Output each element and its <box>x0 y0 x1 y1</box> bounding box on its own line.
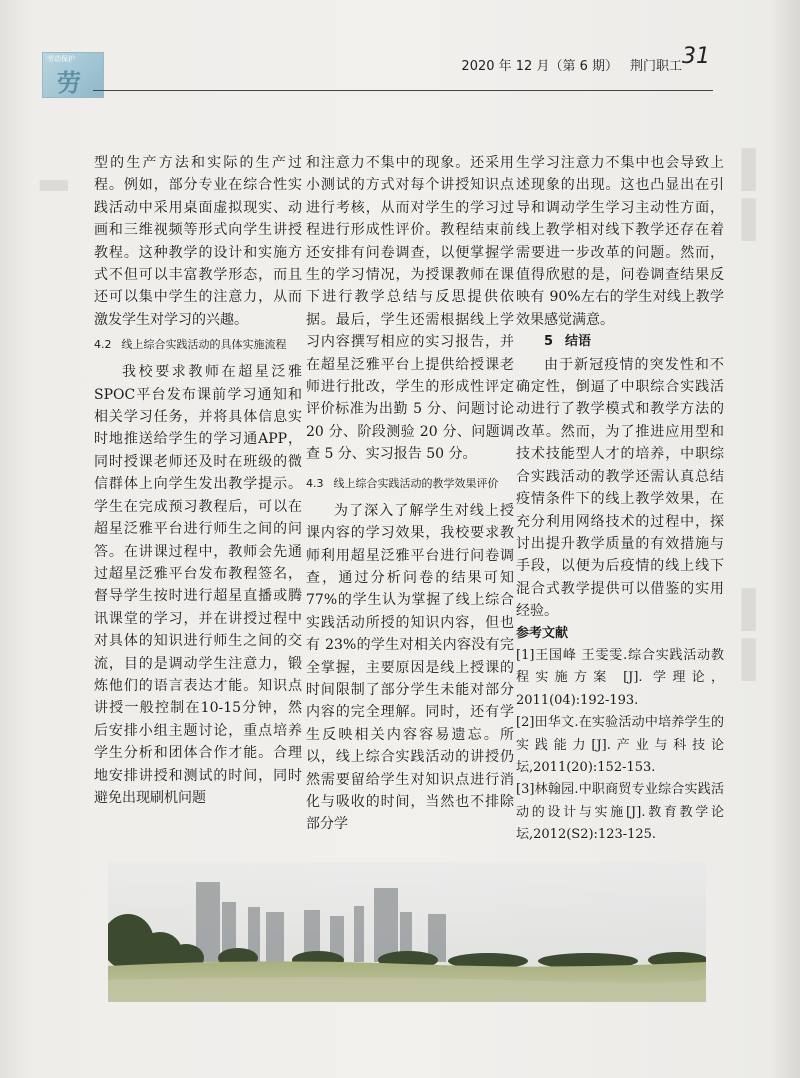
show-through-glyph: ▌ <box>742 640 770 681</box>
paragraph: 和注意力不集中的现象。还采用小测试的方式对每个讲授知识点进行考核，从而对学生的学习过程进行形成性评价。教程结束前还安排有问卷调查，以便掌握学生的学习情况，为授课教师在课下进行教学总结与反思提供依据。最后，学生还需根据线上学习内容撰写相应的实习报告，并在超星泛雅平台上提供给授课老师进行批改，学生的形成性评定评价标准为出勤 5 分、问题讨论 20 分、阶段测验 20 分、问题调查 5 分、实习报告 50 分。 <box>306 155 514 463</box>
text-column-3 <box>516 152 724 847</box>
issue-date: 2020 年 12 月（第 6 期） <box>461 59 618 74</box>
section-number: 4.3 <box>306 476 324 490</box>
references-heading: 参考文献 <box>516 625 569 641</box>
section-heading-4-2 <box>94 335 302 355</box>
city-landscape-illustration <box>108 862 706 1002</box>
show-through-glyph: ▌ <box>742 150 770 191</box>
paragraph: 型的生产方法和实际的生产过程。例如，部分专业在综合性实践活动中采用桌面虚拟现实、动画和三维视频等形式向学生讲授教程。这种教学的设计和实施方式不但可以丰富教学形态，而且还可以集中学生的注意力，从而激发学生对学习的兴趣。 <box>94 155 302 328</box>
paragraph: 生学习注意力不集中也会导致上述现象的出现。这也凸显出在引导和调动学生学习主动性方面，线上教学相对线下教学还存在着需要进一步改革的问题。然而，值得欣慰的是，问卷调查结果反映有 90%左右的学生对线上教学效果感觉满意。 <box>516 155 724 328</box>
section-title: 线上综合实践活动的教学效果评价 <box>333 476 499 490</box>
show-through-glyph: ▌ <box>742 590 770 631</box>
section-number: 5 <box>544 334 554 350</box>
paragraph: 由于新冠疫情的突发性和不确定性，倒逼了中职综合实践活动进行了教学模式和教学方法的改革。然而，为了推进应用型和技术技能型人才的培养，中职综合实践活动的教学还需认真总结疫情条件下的线上教学效果，在充分利用网络技术的过程中，探讨出提升教学质量的有效措施与手段，以便为后疫情的线上线下混合式教学提供可以借鉴的实用经验。 <box>516 356 724 620</box>
page-number: 31 <box>682 44 710 69</box>
reference-item: [2]田华文.在实验活动中培养学生的实践能力[J].产业与科技论坛,2011(20):152-153. <box>516 715 724 775</box>
running-header <box>461 55 682 74</box>
section-heading-4-3 <box>306 474 514 494</box>
paragraph: 为了深入了解学生对线上授课内容的学习效果，我校要求教师利用超星泛雅平台进行问卷调查，通过分析问卷的结果可知 77%的学生认为掌握了线上综合实践活动所授的知识内容，但也有 23%的学生对相关内容没有完全掌握，主要原因是线上授课的时间限制了部分学生未能对部分内容的完全理解。同时，还有学生反映相关内容容易遗忘。所以，线上综合实践活动的讲授仍然需要留给学生对知识点进行消化与吸收的时间，当然也不排除部分学 <box>306 502 514 833</box>
section-number: 4.2 <box>94 338 112 352</box>
show-through-glyph: ▌ <box>742 200 770 241</box>
show-through-glyph: ▂ <box>40 150 68 191</box>
column-logo <box>42 52 104 98</box>
section-heading-5 <box>516 331 724 353</box>
text-column-2 <box>306 152 514 836</box>
header-rule <box>93 90 713 91</box>
paragraph: 我校要求教师在超星泛雅SPOC平台发布课前学习通知和相关学习任务，并将具体信息实时地推送给学生的学习通APP，同时授课老师还及时在班级的微信群体上向学生发出教学提示。学生在完成预习教程后，可以在超星泛雅平台进行师生之间的问答。在讲课过程中，教师会先通过超星泛雅平台发布教程签名，督导学生按时进行超星直播或腾讯课堂的学习，并在讲授过程中对具体的知识进行师生之间的交流，目的是调动学生注意力，锻炼他们的语言表达才能。知识点讲授一般控制在10-15分钟，然后安排小组主题讨论，重点培养学生分析和团体合作才能。合理地安排讲授和测试的时间，同时避免出现刷机问题 <box>94 364 302 806</box>
text-column-1 <box>94 152 302 809</box>
logo-caption: 劳动保护 <box>47 55 75 63</box>
section-title: 线上综合实践活动的具体实施流程 <box>121 338 287 352</box>
section-title: 结语 <box>565 334 592 350</box>
reference-item: [1]王国峰 王雯雯.综合实践活动教程实施方案 [J]. 学理论，2011(04):192-193. <box>516 647 724 708</box>
journal-name: 荆门职工 <box>629 59 682 74</box>
logo-mark: 劳 <box>57 69 79 97</box>
reference-item: [3]林翰园.中职商贸专业综合实践活动的设计与实施[J].教育教学论坛,2012(S2):123-125. <box>516 782 724 843</box>
